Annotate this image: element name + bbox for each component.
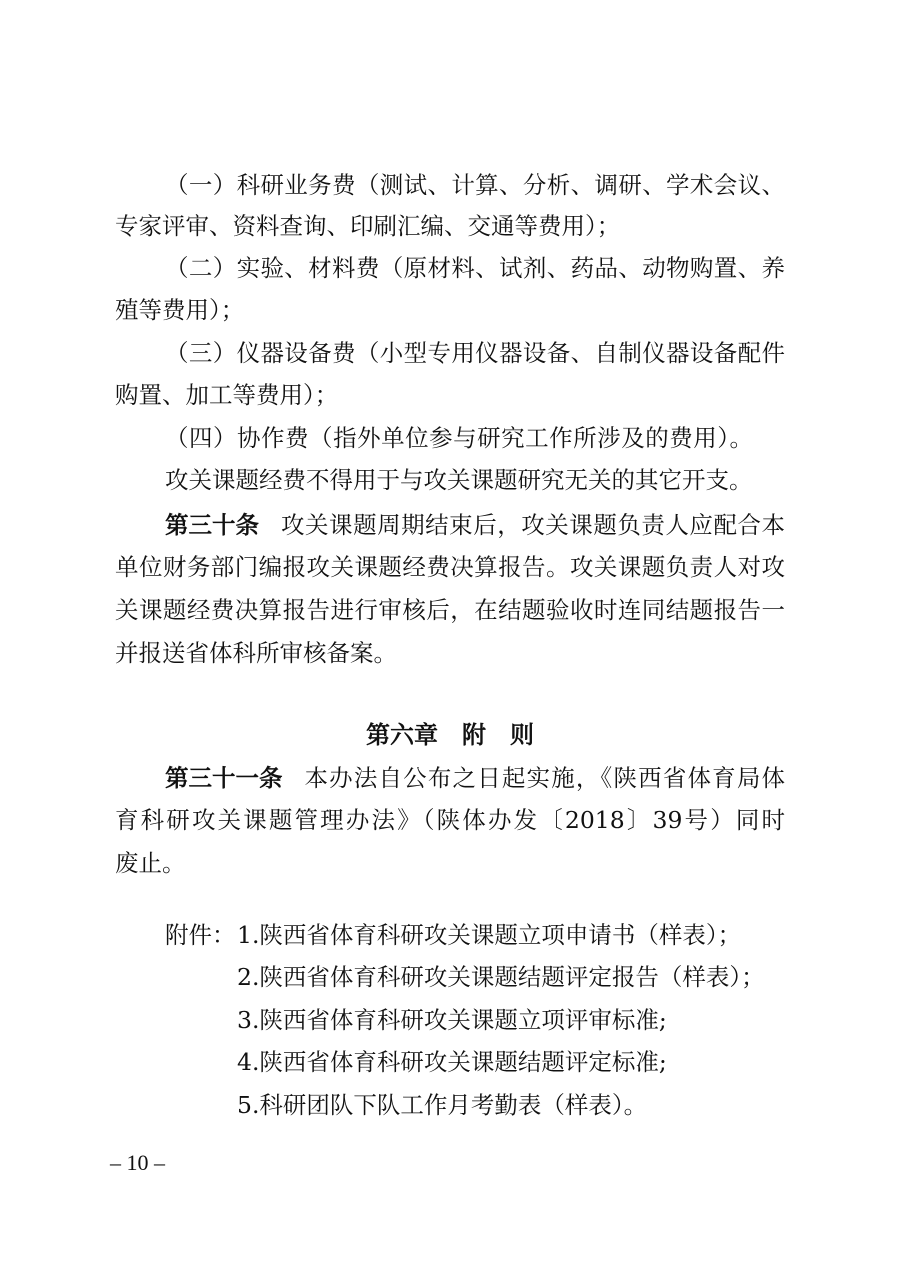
page-number: – 10 – xyxy=(110,1150,165,1175)
restriction-text: 攻关课题经费不得用于与攻关课题研究无关的其它开支。 xyxy=(165,466,753,494)
expense-item-3: （三）仪器设备费（小型专用仪器设备、自制仪器设备配件 xyxy=(165,339,785,367)
attachment-item-2: 2.陕西省体育科研攻关课题结题评定报告（样表）； xyxy=(237,963,765,991)
attachment-item-5: 5.科研团队下队工作月考勤表（样表）。 xyxy=(237,1091,648,1119)
expense-item-1-cont: 专家评审、资料查询、印刷汇编、交通等费用）； xyxy=(115,212,621,240)
article-31 xyxy=(165,758,785,798)
expense-item-3-cont: 购置、加工等费用）； xyxy=(115,381,339,409)
expense-item-2: （二）实验、材料费（原材料、试剂、药品、动物购置、养 xyxy=(165,254,785,282)
article-30 xyxy=(165,505,785,545)
attachments-label: 附件： xyxy=(165,921,236,949)
expense-item-4: （四）协作费（指外单位参与研究工作所涉及的费用）。 xyxy=(165,424,753,452)
article-30-line-2: 单位财务部门编报攻关课题经费决算报告。攻关课题负责人对攻 xyxy=(115,553,785,581)
attachment-item-4: 4.陕西省体育科研攻关课题结题评定标准; xyxy=(237,1048,667,1076)
chapter-heading: 第六章 附 则 xyxy=(366,720,534,749)
article-30-label: 第三十条 xyxy=(165,511,259,539)
article-31-label: 第三十一条 xyxy=(165,764,283,792)
article-30-line-4: 并报送省体科所审核备案。 xyxy=(115,639,397,667)
article-31-line-1: 本办法自公布之日起实施，《陕西省体育局体 xyxy=(304,764,785,792)
article-30-line-1: 攻关课题周期结束后，攻关课题负责人应配合本 xyxy=(281,511,785,539)
article-30-line-3: 关课题经费决算报告进行审核后，在结题验收时连同结题报告一 xyxy=(115,596,785,624)
article-31-line-2: 育科研攻关课题管理办法》（陕体办发〔2018〕39号）同时 xyxy=(115,806,785,834)
expense-item-1: （一）科研业务费（测试、计算、分析、调研、学术会议、 xyxy=(165,171,785,199)
attachment-item-3: 3.陕西省体育科研攻关课题立项评审标准; xyxy=(237,1006,667,1034)
expense-item-2-cont: 殖等费用）； xyxy=(115,296,245,324)
attachment-item-1: 1.陕西省体育科研攻关课题立项申请书（样表）； xyxy=(237,921,742,949)
article-31-line-3: 废止。 xyxy=(115,849,186,877)
